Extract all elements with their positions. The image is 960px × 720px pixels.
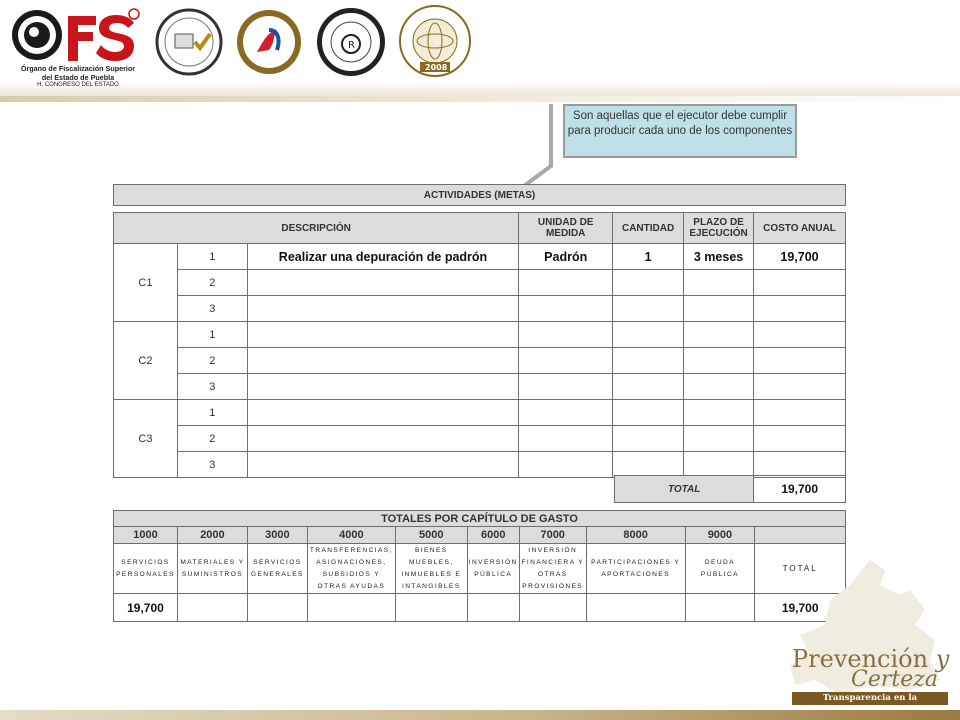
row-unidad bbox=[519, 400, 613, 426]
row-costo bbox=[754, 374, 846, 400]
actividades-title: ACTIVIDADES (METAS) bbox=[114, 185, 846, 206]
row-costo bbox=[754, 426, 846, 452]
row-unidad bbox=[519, 426, 613, 452]
chapter-value bbox=[519, 594, 586, 622]
chapter-code: 5000 bbox=[395, 527, 467, 544]
chapter-code: 9000 bbox=[685, 527, 755, 544]
row-number: 1 bbox=[177, 400, 247, 426]
component-label: C3 bbox=[114, 400, 178, 478]
names-row bbox=[114, 544, 846, 594]
row-plazo bbox=[684, 270, 754, 296]
chapter-value bbox=[467, 594, 519, 622]
header-unidad: UNIDAD DE MEDIDA bbox=[519, 213, 613, 244]
row-description bbox=[247, 374, 519, 400]
chapter-value: 19,700 bbox=[114, 594, 178, 622]
chapter-name: PARTICIPACIONES Y APORTACIONES bbox=[586, 544, 685, 594]
callout-note: Son aquellas que el ejecutor debe cumplir para producir cada uno de los componentes bbox=[563, 104, 797, 158]
row-description bbox=[247, 296, 519, 322]
row-costo bbox=[754, 322, 846, 348]
chapter-value bbox=[177, 594, 247, 622]
row-unidad bbox=[519, 452, 613, 478]
row-plazo bbox=[684, 452, 754, 478]
chapter-code: 6000 bbox=[467, 527, 519, 544]
component-label: C1 bbox=[114, 244, 178, 322]
footer-bar bbox=[0, 710, 960, 720]
table-row bbox=[114, 348, 846, 374]
values-row bbox=[114, 594, 846, 622]
row-unidad bbox=[519, 348, 613, 374]
row-plazo bbox=[684, 348, 754, 374]
table-row bbox=[114, 296, 846, 322]
chapter-code bbox=[755, 527, 846, 544]
row-costo bbox=[754, 452, 846, 478]
row-plazo: 3 meses bbox=[684, 244, 754, 270]
quality-assurance-seal-icon bbox=[317, 8, 385, 76]
chapter-code: 8000 bbox=[586, 527, 685, 544]
chapter-code: 3000 bbox=[247, 527, 307, 544]
header-descripcion: DESCRIPCIÓN bbox=[114, 213, 519, 244]
actividades-header-row bbox=[114, 213, 846, 244]
org-name-line1: Órgano de Fiscalización Superior bbox=[20, 64, 136, 73]
chapter-value bbox=[685, 594, 755, 622]
row-plazo bbox=[684, 322, 754, 348]
chapter-name: TRANSFERENCIAS, ASIGNACIONES, SUBSIDIOS Y OTRAS AYUDAS bbox=[307, 544, 395, 594]
row-cantidad bbox=[613, 400, 684, 426]
total-label: TOTAL bbox=[615, 476, 754, 503]
row-costo bbox=[754, 296, 846, 322]
callout-bar bbox=[549, 104, 553, 158]
chapter-name: INVERSIÓN FINANCIERA Y OTRAS PROVISIONES bbox=[519, 544, 586, 594]
chapter-value bbox=[247, 594, 307, 622]
component-label: C2 bbox=[114, 322, 178, 400]
row-costo bbox=[754, 270, 846, 296]
table-row bbox=[114, 322, 846, 348]
actividades-title-table bbox=[113, 184, 846, 206]
imda-year: 2008 bbox=[425, 63, 448, 72]
row-number: 2 bbox=[177, 426, 247, 452]
table-row bbox=[114, 270, 846, 296]
chapter-code: 1000 bbox=[114, 527, 178, 544]
row-number: 1 bbox=[177, 322, 247, 348]
imda-seal-icon bbox=[398, 4, 472, 78]
chapter-code: 4000 bbox=[307, 527, 395, 544]
row-cantidad bbox=[613, 270, 684, 296]
row-number: 2 bbox=[177, 270, 247, 296]
chapter-value bbox=[307, 594, 395, 622]
row-number: 3 bbox=[177, 296, 247, 322]
row-unidad bbox=[519, 374, 613, 400]
row-number: 3 bbox=[177, 374, 247, 400]
row-number: 1 bbox=[177, 244, 247, 270]
header-cantidad: CANTIDAD bbox=[613, 213, 684, 244]
table-row bbox=[114, 374, 846, 400]
actividades-table bbox=[113, 212, 846, 478]
row-description: Realizar una depuración de padrón bbox=[247, 244, 519, 270]
row-unidad bbox=[519, 296, 613, 322]
row-number: 2 bbox=[177, 348, 247, 374]
header-plazo: PLAZO DE EJECUCIÓN bbox=[684, 213, 754, 244]
table-row bbox=[114, 426, 846, 452]
chapter-value bbox=[395, 594, 467, 622]
row-number: 3 bbox=[177, 452, 247, 478]
chapter-code: 7000 bbox=[519, 527, 586, 544]
brand-tagline: Transparencia en la bbox=[792, 692, 948, 705]
table-row bbox=[114, 244, 846, 270]
codes-row bbox=[114, 527, 846, 544]
row-cantidad bbox=[613, 296, 684, 322]
header-divider bbox=[0, 96, 960, 102]
row-cantidad bbox=[613, 452, 684, 478]
chapter-value bbox=[586, 594, 685, 622]
row-plazo bbox=[684, 400, 754, 426]
iso-certification-seal-icon bbox=[155, 8, 223, 76]
chapter-code: 2000 bbox=[177, 527, 247, 544]
chapter-name-total: TOTAL bbox=[755, 544, 846, 594]
totales-capitulo-table bbox=[113, 510, 846, 622]
row-cantidad bbox=[613, 322, 684, 348]
org-name-line2: del Estado de Puebla bbox=[41, 73, 115, 82]
chapter-name: BIENES MUEBLES, INMUEBLES E INTANGIBLES bbox=[395, 544, 467, 594]
chapter-name: SERVICIOS PERSONALES bbox=[114, 544, 178, 594]
chapter-name: MATERIALES Y SUMINISTROS bbox=[177, 544, 247, 594]
row-unidad bbox=[519, 270, 613, 296]
total-table bbox=[614, 475, 846, 503]
row-description bbox=[247, 322, 519, 348]
chapter-name: SERVICIOS GENERALES bbox=[247, 544, 307, 594]
row-cantidad bbox=[613, 374, 684, 400]
brand-word-2: y bbox=[935, 645, 950, 673]
header-costo: COSTO ANUAL bbox=[754, 213, 846, 244]
total-value: 19,700 bbox=[754, 476, 846, 503]
row-unidad: Padrón bbox=[519, 244, 613, 270]
chapter-name: DEUDA PÚBLICA bbox=[685, 544, 755, 594]
row-costo bbox=[754, 400, 846, 426]
row-description bbox=[247, 270, 519, 296]
ofs-logo bbox=[10, 6, 140, 90]
row-costo bbox=[754, 348, 846, 374]
brand-word-1: Prevención bbox=[792, 645, 929, 673]
row-description bbox=[247, 452, 519, 478]
row-description bbox=[247, 348, 519, 374]
row-unidad bbox=[519, 322, 613, 348]
row-cantidad bbox=[613, 348, 684, 374]
ofs-emblem-icon bbox=[10, 8, 140, 64]
totales-title: TOTALES POR CAPÍTULO DE GASTO bbox=[114, 511, 846, 527]
row-description bbox=[247, 426, 519, 452]
org-name-line3: H. CONGRESO DEL ESTADO bbox=[37, 82, 119, 88]
row-cantidad: 1 bbox=[613, 244, 684, 270]
row-costo: 19,700 bbox=[754, 244, 846, 270]
chapter-value-total: 19,700 bbox=[755, 594, 846, 622]
row-plazo bbox=[684, 296, 754, 322]
table-row bbox=[114, 400, 846, 426]
row-cantidad bbox=[613, 426, 684, 452]
row-plazo bbox=[684, 426, 754, 452]
certification-seal-2-icon bbox=[235, 8, 303, 76]
table-row bbox=[114, 452, 846, 478]
row-description bbox=[247, 400, 519, 426]
row-plazo bbox=[684, 374, 754, 400]
svg-text:R: R bbox=[348, 40, 355, 51]
chapter-name: INVERSIÓN PÚBLICA bbox=[467, 544, 519, 594]
brand-certeza: Certeza bbox=[851, 667, 938, 692]
